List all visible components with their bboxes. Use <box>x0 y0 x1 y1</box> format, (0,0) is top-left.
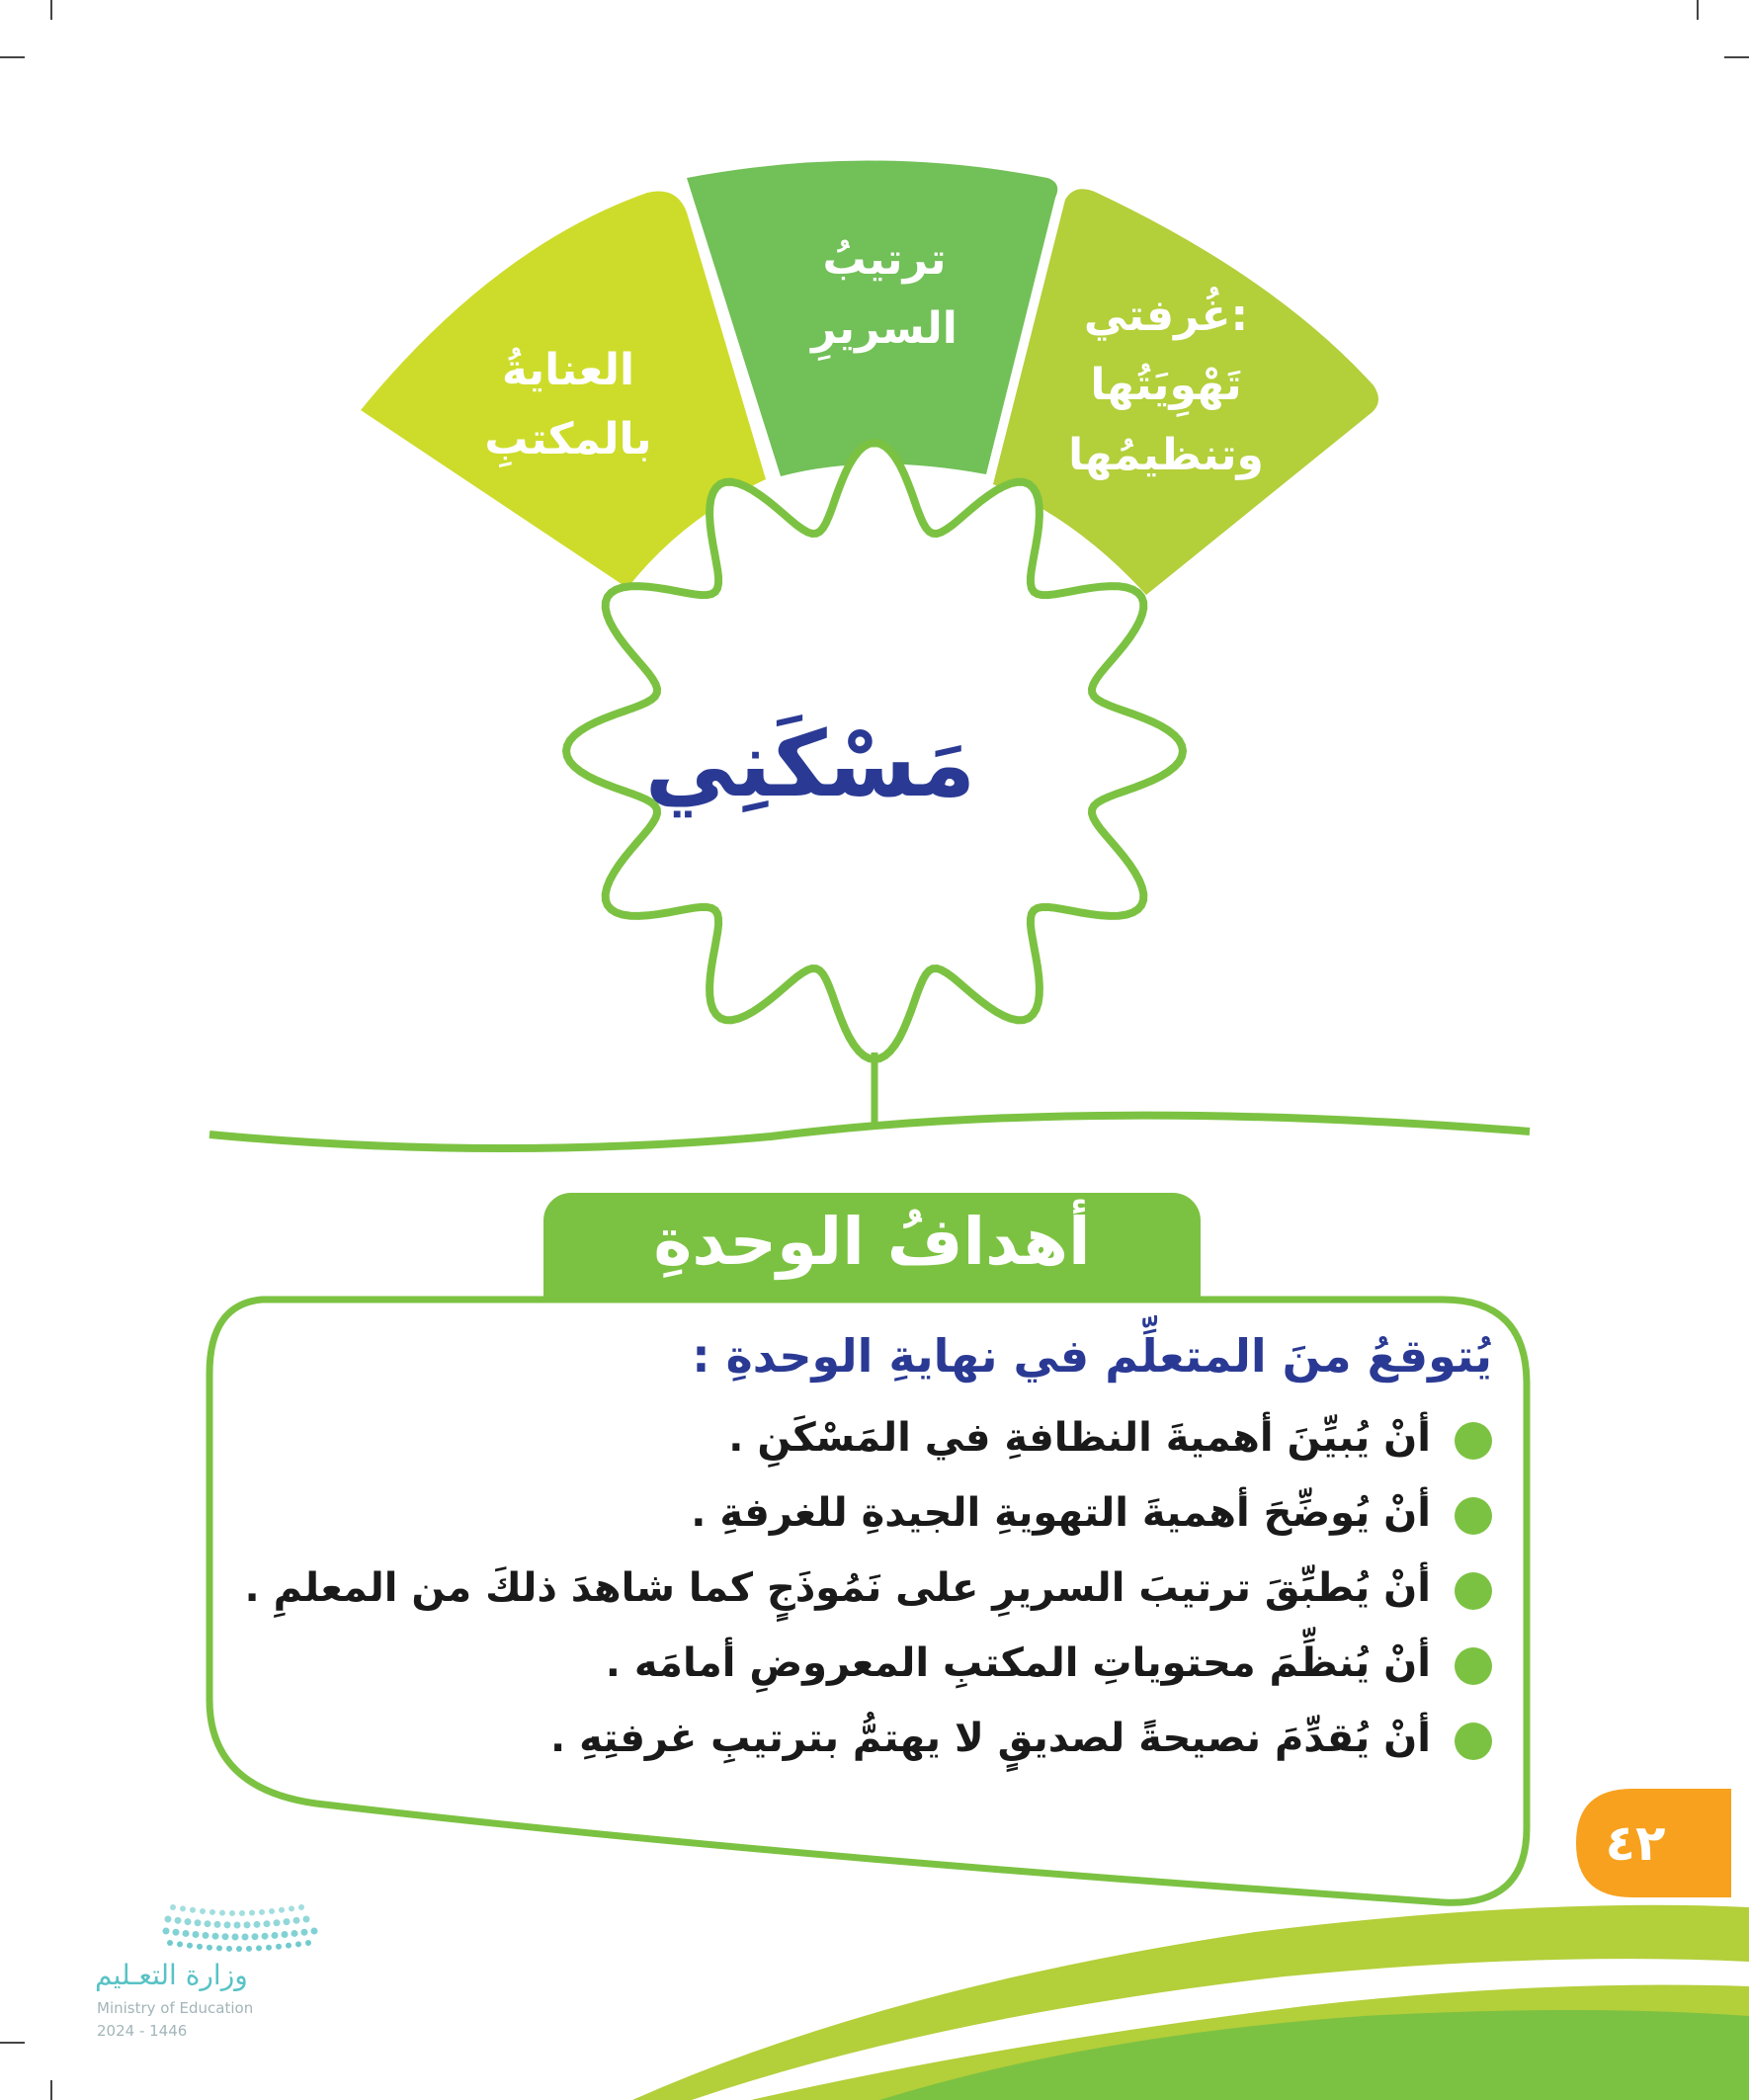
logo-dot <box>252 1933 259 1940</box>
logo-dot <box>286 1943 292 1949</box>
logo-dot <box>229 1910 235 1916</box>
logo-dot <box>193 1931 200 1938</box>
logo-dot <box>242 1933 249 1940</box>
logo-dot <box>239 1910 245 1916</box>
ministry-name-ar: وزارة التعـليم <box>95 1959 248 1991</box>
logo-dot <box>264 1920 271 1927</box>
segment-label-middle-line2: السريرِ <box>811 303 958 355</box>
logo-dot <box>272 1932 279 1939</box>
bullet-dot-icon <box>1455 1647 1492 1685</box>
logo-dot <box>205 1920 211 1927</box>
goal-item <box>267 1400 1492 1475</box>
segment-label-right-line2: تَهْوِيَتُها <box>1090 360 1242 411</box>
ministry-name-en: Ministry of Education <box>97 1999 254 2017</box>
logo-dot <box>207 1945 212 1951</box>
logo-dot <box>177 1941 183 1947</box>
logo-dot <box>222 1933 229 1940</box>
goal-item <box>244 1551 1492 1626</box>
logo-dot <box>262 1933 269 1940</box>
page-number: ٤٢ <box>1605 1814 1666 1872</box>
logo-dot <box>295 1941 301 1947</box>
goal-item <box>267 1475 1492 1551</box>
logo-dot <box>219 1910 225 1916</box>
segment-label-left <box>450 336 687 475</box>
logo-dot <box>279 1907 285 1913</box>
logo-dot <box>173 1929 180 1936</box>
segment-label-middle-line1: ترتيبُ <box>822 234 947 285</box>
logo-dot <box>254 1921 261 1928</box>
segment-label-right <box>1028 282 1304 490</box>
goals-intro: يُتوقعُ منَ المتعلِّم في نهايةِ الوحدةِ : <box>692 1329 1492 1383</box>
goal-text: أنْ يُوضِّحَ أهميةَ التهويةِ الجيدةِ للغرفةِ . <box>691 1490 1431 1536</box>
logo-dot <box>289 1905 294 1911</box>
logo-dot <box>170 1904 176 1910</box>
logo-dot <box>303 1916 310 1923</box>
logo-dot <box>232 1933 239 1940</box>
logo-dot <box>185 1918 192 1925</box>
logo-dot <box>224 1921 231 1928</box>
ministry-year: 2024 - 1446 <box>97 2022 188 2040</box>
goal-item <box>267 1626 1492 1701</box>
logo-dot <box>249 1910 255 1916</box>
logo-dot <box>301 1929 308 1936</box>
goal-text: أنْ يُبيِّنَ أهميةَ النظافةِ في المَسْكَنِ . <box>728 1415 1431 1461</box>
logo-dot <box>187 1943 193 1949</box>
logo-dot <box>274 1919 281 1926</box>
logo-dot <box>195 1919 202 1926</box>
goal-text: أنْ يُقدِّمَ نصيحةً لصديقٍ لا يهتمُّ بترتيبِ غرفتِهِ . <box>550 1716 1431 1761</box>
logo-dot <box>234 1922 241 1929</box>
goal-item <box>267 1701 1492 1776</box>
logo-dot <box>165 1916 172 1923</box>
logo-dot <box>216 1945 222 1951</box>
bullet-dot-icon <box>1455 1497 1492 1535</box>
ministry-logo-icon <box>163 1904 318 1952</box>
segment-label-right-line3: وتنظيمُها <box>1068 429 1264 480</box>
segment-label-right-line1: غُرفتي: <box>1083 291 1249 341</box>
logo-dot <box>293 1917 300 1924</box>
logo-dot <box>311 1928 318 1935</box>
ground-curve <box>209 1116 1530 1148</box>
logo-dot <box>246 1946 252 1952</box>
goal-text: أنْ يُطبِّقَ ترتيبَ السريرِ على نَمُوذَجٍ كما شاهدَ ذلكَ من المعلمِ . <box>244 1565 1431 1611</box>
logo-dot <box>284 1918 291 1925</box>
logo-dot <box>244 1921 251 1928</box>
logo-dot <box>175 1917 182 1924</box>
logo-dot <box>276 1944 282 1950</box>
logo-dot <box>214 1921 221 1928</box>
logo-dot <box>167 1940 173 1946</box>
logo-dot <box>209 1909 215 1915</box>
logo-dot <box>259 1909 265 1915</box>
logo-dot <box>292 1930 298 1937</box>
segment-label-left-line2: بالمكتبِ <box>484 414 652 465</box>
logo-dot <box>282 1931 289 1938</box>
logo-dot <box>197 1944 203 1950</box>
logo-dot <box>203 1932 209 1939</box>
logo-dot <box>266 1945 272 1951</box>
logo-dot <box>163 1928 170 1935</box>
logo-dot <box>226 1946 232 1952</box>
logo-dot <box>298 1904 304 1910</box>
logo-dot <box>200 1908 206 1914</box>
logo-dot <box>190 1907 196 1913</box>
logo-dot <box>236 1946 242 1952</box>
goals-content <box>244 1329 1492 1776</box>
bullet-dot-icon <box>1455 1422 1492 1460</box>
bullet-dot-icon <box>1455 1722 1492 1760</box>
logo-dot <box>183 1930 190 1937</box>
unit-title: مَسْكَنِي <box>644 712 976 817</box>
segment-label-middle <box>751 225 1018 365</box>
logo-dot <box>269 1908 275 1914</box>
goals-heading: أهدافُ الوحدةِ <box>653 1204 1091 1280</box>
logo-dot <box>212 1933 219 1940</box>
goals-list <box>244 1400 1492 1776</box>
bullet-dot-icon <box>1455 1572 1492 1610</box>
logo-dot <box>305 1940 311 1946</box>
logo-dot <box>180 1905 186 1911</box>
goal-text: أنْ يُنظِّمَ محتوياتِ المكتبِ المعروضِ أمامَه . <box>605 1640 1431 1686</box>
logo-dot <box>256 1945 262 1951</box>
segment-label-left-line1: العنايةُ <box>501 345 635 395</box>
